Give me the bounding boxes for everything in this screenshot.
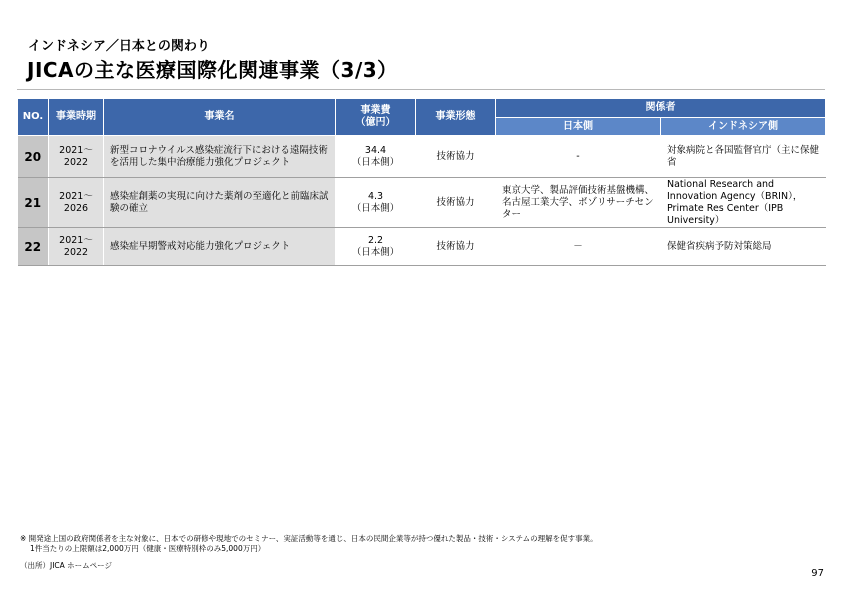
cell-type: 技術協力 [416, 228, 496, 266]
col-period: 事業時期 [49, 99, 104, 136]
table-row [18, 178, 826, 228]
cell-japan: - [496, 136, 661, 178]
cell-cost: 34.4 （日本側） [336, 136, 416, 178]
page-title: JICAの主な医療国際化関連事業（3/3） [27, 58, 398, 82]
cell-no: 20 [18, 136, 49, 178]
page-subtitle: インドネシア／日本との関わり [28, 39, 210, 54]
col-indonesia: インドネシア側 [661, 118, 826, 136]
table-row [18, 228, 826, 266]
cell-type: 技術協力 [416, 136, 496, 178]
footnote: ※ 開発途上国の政府関係者を主な対象に、日本での研修や現地でのセミナー、実証活動等を通じ、日本の民間企業等が持つ優れた製品・技術・システムの理解を促す事業。 [20, 534, 598, 543]
cell-cost: 2.2 （日本側） [336, 228, 416, 266]
footnote-limit: 1件当たりの上限額は2,000万円（健康・医療特別枠のみ5,000万円） [30, 544, 266, 553]
cell-no: 22 [18, 228, 49, 266]
cell-indonesia: 保健省疾病予防対策総局 [661, 228, 826, 266]
page-number: 97 [811, 568, 824, 579]
cell-no: 21 [18, 178, 49, 228]
cell-name: 感染症早期警戒対応能力強化プロジェクト [104, 228, 336, 266]
title-divider [17, 89, 825, 90]
table-row [18, 136, 826, 178]
cell-type: 技術協力 [416, 178, 496, 228]
projects-table [17, 98, 826, 266]
cell-japan: 東京大学、製品評価技術基盤機構、名古屋工業大学、ボゾリサーチセンター [496, 178, 661, 228]
cell-name: 新型コロナウイルス感染症流行下における遠隔技術を活用した集中治療能力強化プロジェクト [104, 136, 336, 178]
col-japan: 日本側 [496, 118, 661, 136]
col-stakeholders: 関係者 [496, 99, 826, 118]
cell-period: 2021～ 2022 [49, 228, 104, 266]
col-no: NO. [18, 99, 49, 136]
col-name: 事業名 [104, 99, 336, 136]
cell-indonesia: 対象病院と各国監督官庁（主に保健省 [661, 136, 826, 178]
cell-cost: 4.3 （日本側） [336, 178, 416, 228]
source-note: （出所）JICA ホームページ [20, 561, 113, 570]
cell-japan: － [496, 228, 661, 266]
cell-name: 感染症創薬の実現に向けた薬剤の至適化と前臨床試験の確立 [104, 178, 336, 228]
col-type: 事業形態 [416, 99, 496, 136]
cell-indonesia: National Research and Innovation Agency（BRIN），Primate Res Center（IPB University） [661, 178, 826, 228]
cell-period: 2021～ 2022 [49, 136, 104, 178]
col-cost: 事業費 （億円） [336, 99, 416, 136]
cell-period: 2021～ 2026 [49, 178, 104, 228]
